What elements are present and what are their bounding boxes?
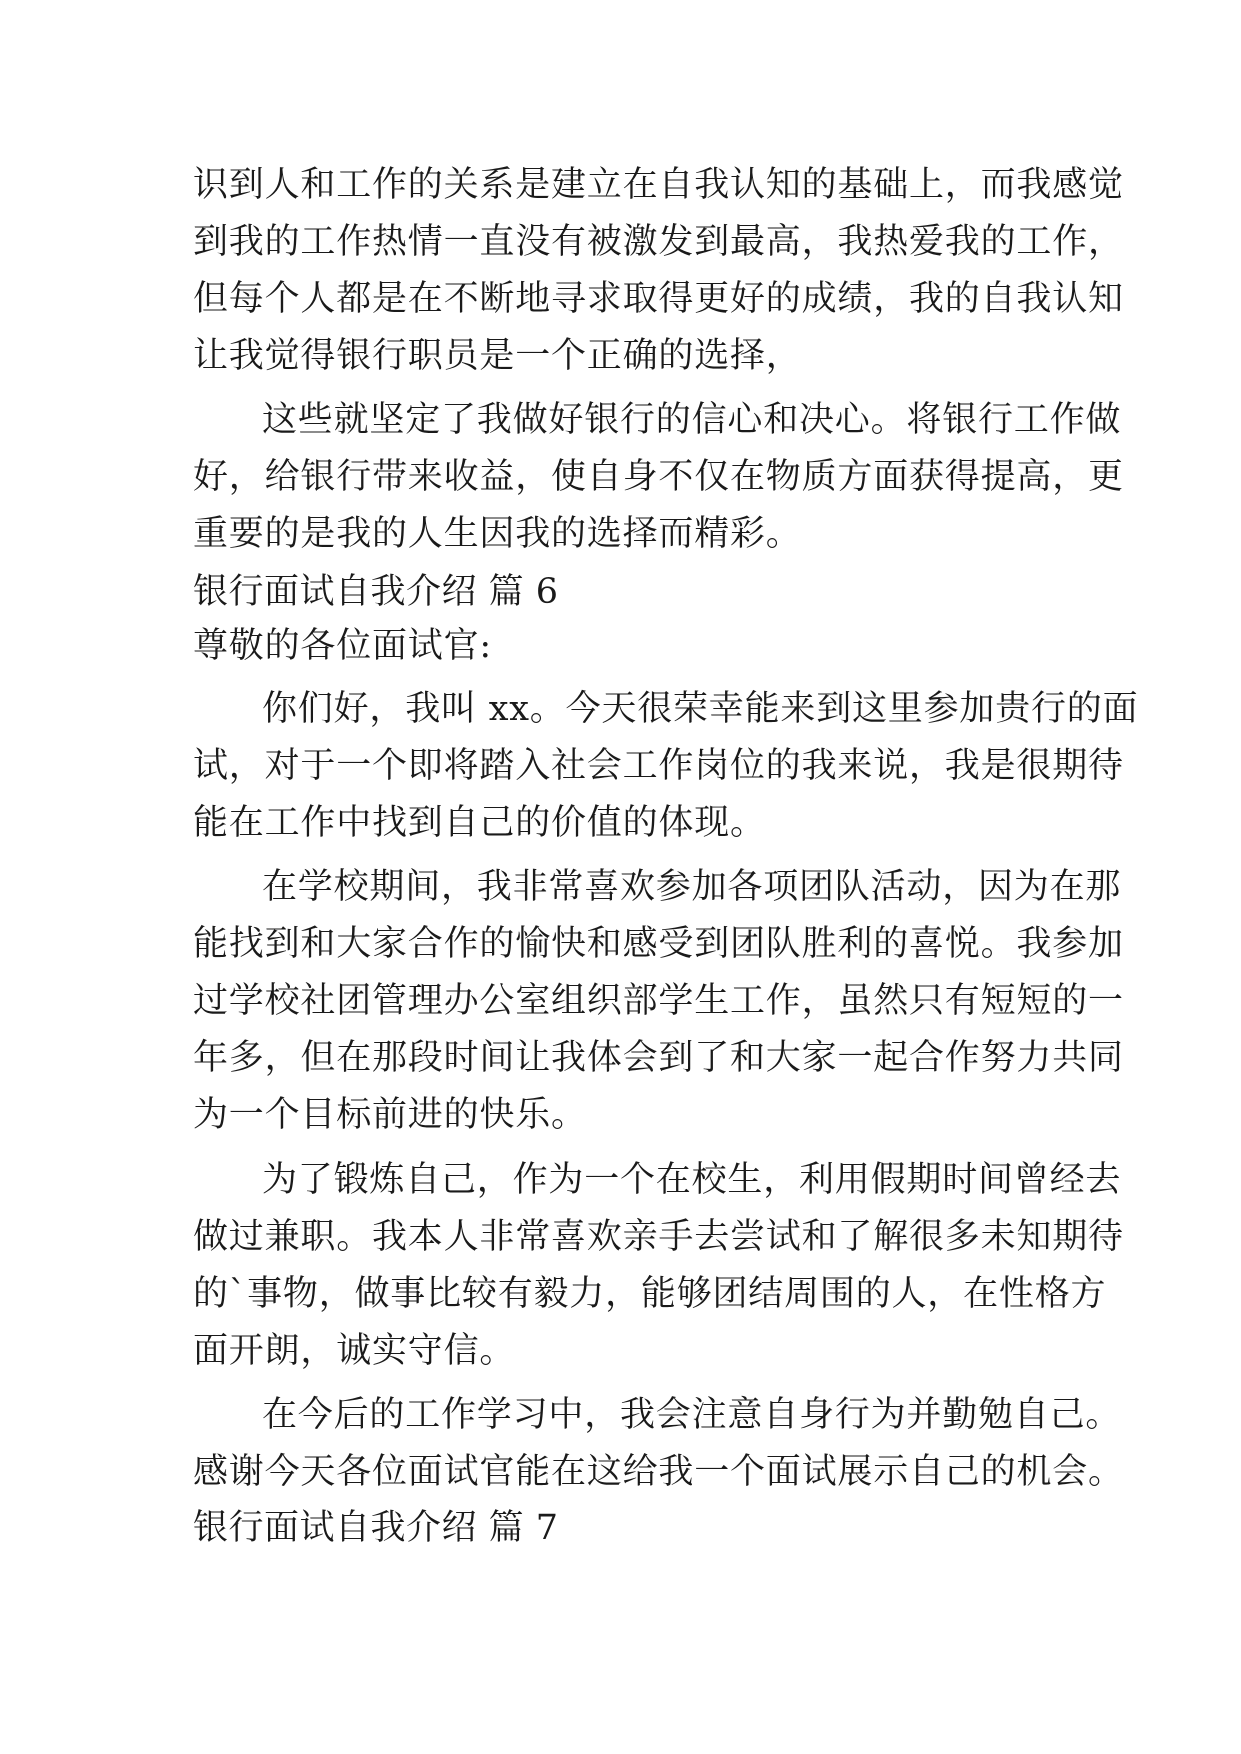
text-line: 为一个目标前进的快乐。 [193,1095,587,1135]
section-heading: 银行面试自我介绍 篇 6 [193,572,559,612]
text-line: 在学校期间，我非常喜欢参加各项团队活动，因为在那 [262,867,1122,907]
text-line: 做过兼职。我本人非常喜欢亲手去尝试和了解很多未知期待 [193,1217,1124,1257]
text-line: 到我的工作热情一直没有被激发到最高，我热爱我的工作， [193,222,1124,262]
text-line: 但每个人都是在不断地寻求取得更好的成绩，我的自我认知 [193,279,1124,319]
section-heading: 银行面试自我介绍 篇 7 [193,1508,559,1548]
text-line: 你们好，我叫 xx。今天很荣幸能来到这里参加贵行的面 [262,689,1139,729]
salutation: 尊敬的各位面试官: [193,626,492,666]
text-line: 过学校社团管理办公室组织部学生工作，虽然只有短短的一 [193,981,1124,1021]
text-line: 试，对于一个即将踏入社会工作岗位的我来说，我是很期待 [193,746,1124,786]
text-line: 为了锻炼自己，作为一个在校生，利用假期时间曾经去 [262,1160,1122,1200]
text-line: 在今后的工作学习中，我会注意自身行为并勤勉自己。 [262,1395,1122,1435]
text-line: 年多，但在那段时间让我体会到了和大家一起合作努力共同 [193,1038,1124,1078]
text-line: 重要的是我的人生因我的选择而精彩。 [193,514,802,554]
text-line: 这些就坚定了我做好银行的信心和决心。将银行工作做 [262,400,1122,440]
text-line: 识到人和工作的关系是建立在自我认知的基础上，而我感觉 [193,165,1124,205]
text-line: 好，给银行带来收益，使自身不仅在物质方面获得提高，更 [193,457,1124,497]
text-line: 面开朗，诚实守信。 [193,1331,516,1371]
text-line: 让我觉得银行职员是一个正确的选择， [193,336,802,376]
text-line: 能找到和大家合作的愉快和感受到团队胜利的喜悦。我参加 [193,924,1124,964]
text-line: 能在工作中找到自己的价值的体现。 [193,803,766,843]
text-line: 感谢今天各位面试官能在这给我一个面试展示自己的机会。 [193,1452,1124,1492]
text-line: 的`事物，做事比较有毅力，能够团结周围的人，在性格方 [193,1274,1107,1314]
